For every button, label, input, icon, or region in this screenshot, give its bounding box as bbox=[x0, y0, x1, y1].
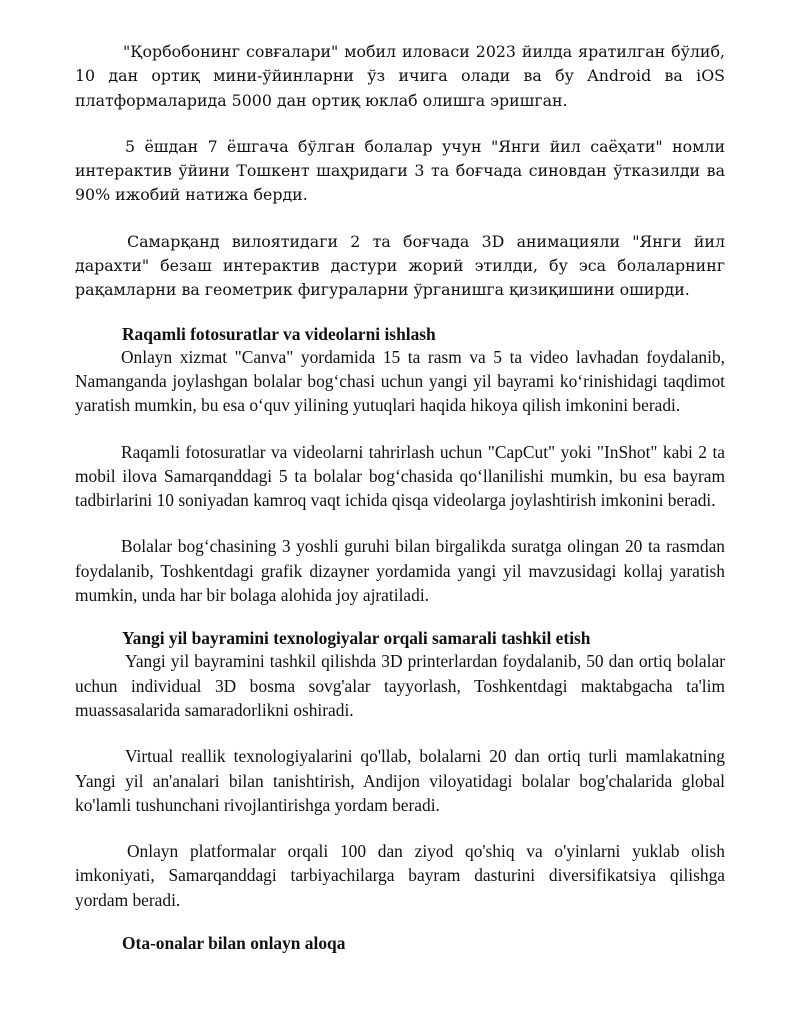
paragraph-interactive-game: 5 ёшдан 7 ёшгача бўлган болалар учун "Янги йил саёҳати" номли интерактив ўйини Тошкент шаҳридаги 3 та боғчада синовдан ўтказилди ва 90% ижобий натижа берди. bbox=[75, 136, 725, 205]
section-heading-parents-online: Ota-onalar bilan onlayn aloqa bbox=[122, 933, 346, 954]
paragraph-collage: Bolalar bog‘chasining 3 yoshli guruhi bilan birgalikda suratga olingan 20 ta rasmdan foydalanib, Toshkentdagi grafik dizayner yordamida yangi yil mavzusidagi kollaj yaratish mumkin, unda har bir bolaga alohida joy ajratiladi. bbox=[75, 536, 725, 606]
paragraph-online-platforms: Onlayn platformalar orqali 100 dan ziyod qo'shiq va o'yinlarni yuklab olish imkoniyati, Samarqanddagi tarbiyachilarga bayram dasturini diversifikatsiya qilishga yordam beradi. bbox=[75, 841, 725, 910]
paragraph-virtual-reality: Virtual reallik texnologiyalarini qo'llab, bolalarni 20 dan ortiq turli mamlakatning Yangi yil an'analari bilan tanishtirish, Andijon viloyatidagi bolalar bog'chalarida global ko'lamli tushunchani rivojlantirishga yordam beradi. bbox=[75, 746, 725, 815]
paragraph-3d-tree-program: Самарқанд вилоятидаги 2 та боғчада 3D анимацияли "Янги йил дарахти" безаш интерактив дастури жорий этилди, бу эса болаларнинг рақамларни ва геометрик фигураларни ўрганишга қизиқишини оширди. bbox=[75, 231, 725, 300]
section-heading-digital-photos: Raqamli fotosuratlar va videolarni ishlash bbox=[122, 323, 436, 344]
paragraph-canva: Onlayn xizmat "Canva" yordamida 15 ta rasm va 5 ta video lavhadan foydalanib, Namanganda joylashgan bolalar bog‘chasi uchun yangi yil bayrami ko‘rinishidagi taqdimot yaratish mumkin, bu esa o‘quv yilining yutuqlari haqida hikoya qilish imkonini beradi. bbox=[75, 346, 725, 416]
paragraph-capcut-inshot: Raqamli fotosuratlar va videolarni tahrirlash uchun "CapCut" yoki "InShot" kabi 2 ta mobil ilova Samarqanddagi 5 ta bolalar bog‘chasida qo‘llanilishi mumkin, bu esa bayram tadbirlarini 10 soniyadan kamroq vaqt ichida qisqa videolarga joylashtirish imkonini beradi. bbox=[75, 441, 725, 511]
paragraph-3d-printers: Yangi yil bayramini tashkil qilishda 3D printerlardan foydalanib, 50 dan ortiq bolalar uchun individual 3D bosma sovg'alar tayyorlash, Toshkentdagi maktabgacha ta'lim muassasalarida samaradorlikni oshiradi. bbox=[75, 651, 725, 720]
document-page bbox=[75, 40, 725, 954]
section-heading-technology-organization: Yangi yil bayramini texnologiyalar orqali samarali tashkil etish bbox=[122, 628, 591, 649]
paragraph-mobile-app: "Қорбобонинг совғалари" мобил иловаси 2023 йилда яратилган бўлиб, 10 дан ортиқ мини-ўйинларни ўз ичига олади ва бу Android ва iOS платформаларида 5000 дан ортиқ юклаб олишга эришган. bbox=[75, 42, 725, 110]
